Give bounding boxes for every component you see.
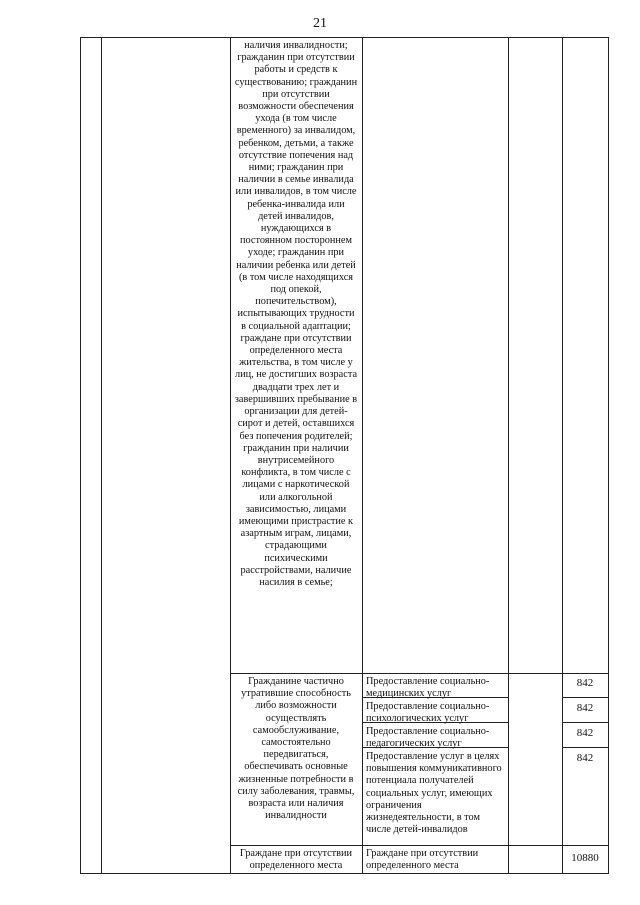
service-value: 842: [576, 702, 594, 714]
column-divider: [230, 37, 231, 873]
row-divider: [230, 673, 609, 674]
service-text: Предоставление социально-медицинских услуг: [366, 676, 490, 700]
row-divider: [230, 845, 609, 846]
row-divider: [562, 722, 609, 723]
page-number: 21: [313, 16, 327, 31]
service-value: 842: [576, 752, 594, 764]
recipient-category-text: Граждане при отсутствии определенного места: [239, 848, 353, 872]
table-border-top: [80, 37, 609, 38]
service-text: Предоставление услуг в целях повышения коммуникативного потенциала получателей социальных услуг, имеющих ограничения жизнедеятельности, в том числе детей-инвалидов: [366, 751, 502, 836]
service-text: Предоставление социально-педагогических услуг: [366, 726, 490, 750]
row-divider: [562, 747, 609, 748]
table-border-bottom: [80, 873, 609, 874]
column-divider: [101, 37, 102, 873]
service-value: 10880: [571, 852, 599, 864]
row-divider: [562, 697, 609, 698]
recipient-category-text: Гражданине частично утратившие способность либо возможности осуществлять самообслуживание, самостоятельно передвигаться, обеспечивать основные жизненные потребности в силу заболевания, травмы, возраста или наличия инвалидности: [237, 676, 355, 822]
service-text: Граждане при отсутствии определенного места: [366, 848, 479, 872]
service-value: 842: [576, 727, 594, 739]
service-text: Предоставление социально-психологических услуг: [366, 701, 490, 725]
table-border-left: [80, 37, 81, 873]
service-value: 842: [576, 677, 594, 689]
recipient-category-text: наличия инвалидности; гражданин при отсутствии работы и средств к существованию; гражданин при отсутствии возможности обеспечения ухода (в том числе временного) за инвалидом, ребенком, детьми, а также отсутствие попечения над ними; гражданин при наличии в семье инвалида или инвалидов, в том числе ребенка-инвалида или детей инвалидов, нуждающихся в постоянном постороннем уходе; гражданин при наличии ребенка или детей (в том числе находящихся под опекой, попечительством), испытывающих трудности в социальной адаптации; граждане при отсутствии определенного места жительства, в том числе у лиц, не достигших возраста двадцати трех лет и завершивших пребывание в организации для детей-сирот и детей, оставшихся без попечения родителей; гражданин при наличии внутрисемейного конфликта, в том числе с лицами с наркотической или алкогольной зависимостью, лицами имеющими пристрастие к азартным играм, лицами, страдающими психическими расстройствами, наличие насилия в семье;: [234, 40, 358, 588]
